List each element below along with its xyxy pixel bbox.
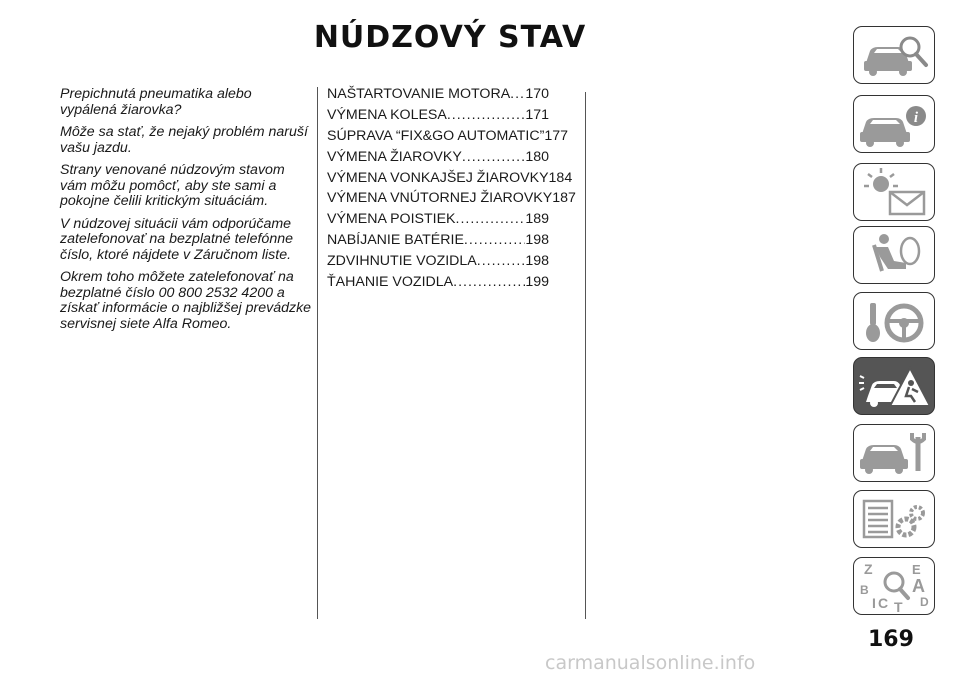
car-magnifier-icon [854,27,933,82]
svg-text:A: A [912,576,925,596]
toc-entry[interactable] [327,211,549,232]
toc-entry-title: VÝMENA VNÚTORNEJ ŽIAROVKY [327,190,553,207]
toc-entry-title: SÚPRAVA “FIX&GO AUTOMATIC” [327,127,545,144]
intro-text [60,87,312,339]
svg-text:B: B [860,583,869,597]
toc-entry-page: 170 [525,86,549,102]
toc-entry-page: 198 [525,232,549,249]
toc-entry-title: NABÍJANIE BATÉRIE [327,232,464,249]
toc-entry-title: VÝMENA KOLESA [327,106,447,123]
intro-paragraph: Okrem toho môžete zatelefonovať na bezplatné číslo 00 800 2532 4200 a získať informácie o najbližšej prevádzke servisnej siete Alfa Romeo. [60,269,312,332]
watermark: carmanualsonline.info [545,652,756,674]
column-divider-left [317,87,318,619]
checklist-gears-icon [854,491,933,546]
page-title: NÚDZOVÝ STAV [313,20,587,55]
column-divider-right [585,92,586,619]
svg-text:i: i [913,110,919,126]
toc-entry[interactable] [327,169,573,191]
warning-light-message-icon [854,164,933,219]
toc-entry[interactable] [327,253,549,274]
svg-text:Z: Z [864,561,873,577]
intro-paragraph: Strany venované núdzovým stavom vám môžu pomôcť, aby ste sami a pokojne čelili kritickým situáciám. [60,162,285,209]
seat-airbag-icon [854,227,933,282]
toc-entry-title: VÝMENA POISTIEK [327,211,456,228]
toc-entry-page: 189 [525,211,549,228]
toc-entry[interactable] [327,86,549,107]
tab-car-info[interactable] [853,95,935,153]
toc-entry-page: 198 [525,253,549,270]
car-info-icon [854,96,933,151]
alphabetical-index-icon [854,558,933,613]
toc-entry[interactable] [327,274,549,295]
key-steering-wheel-icon [854,293,933,348]
toc-entry-title: ZDVIHNUTIE VOZIDLA [327,253,477,270]
tab-car-magnifier[interactable] [853,26,935,84]
car-wrench-icon [854,425,933,480]
table-of-contents [327,86,576,295]
toc-entry-page: 199 [525,274,549,291]
toc-entry[interactable] [327,107,549,128]
toc-entry[interactable] [327,149,549,170]
svg-text:I: I [872,595,876,611]
svg-text:D: D [920,595,929,609]
toc-entry-page: 177 [544,127,568,144]
toc-entry[interactable] [327,127,568,149]
toc-entry-title: VÝMENA ŽIAROVKY [327,148,462,165]
tab-technical-data[interactable] [853,490,935,548]
toc-entry-title: VÝMENA VONKAJŠEJ ŽIAROVKY [327,169,549,186]
page-number: 169 [868,627,914,652]
tab-maintenance[interactable] [853,424,935,482]
svg-text:C: C [878,595,889,611]
tab-index[interactable] [853,557,935,615]
intro-paragraph: V núdzovej situácii vám odporúčame zatelefonovať na bezplatné telefónne číslo, ktoré nájdete v Záručnom liste. [60,215,293,263]
intro-paragraph: Prepichnutá pneumatika alebo vypálená žiarovka? [60,86,252,118]
toc-entry-page: 171 [525,106,549,123]
svg-text:E: E [912,562,921,577]
toc-entry-title: ŤAHANIE VOZIDLA [327,274,454,291]
intro-paragraph: Môže sa stať, že nejaký problém naruší vašu jazdu. [60,124,308,156]
toc-entry[interactable] [327,190,576,211]
toc-entry-page: 187 [552,190,576,207]
toc-entry-title: NAŠTARTOVANIE MOTORA [327,86,511,102]
svg-text:T: T [894,599,903,613]
tab-starting-driving[interactable] [853,292,935,350]
toc-entry-page: 180 [525,148,549,165]
toc-entry[interactable] [327,232,549,253]
tab-warning-lights[interactable] [853,163,935,221]
toc-entry-page: 184 [548,169,573,186]
tab-emergency[interactable] [853,357,935,415]
tab-safety[interactable] [853,226,935,284]
car-warning-triangle-icon [854,358,933,413]
